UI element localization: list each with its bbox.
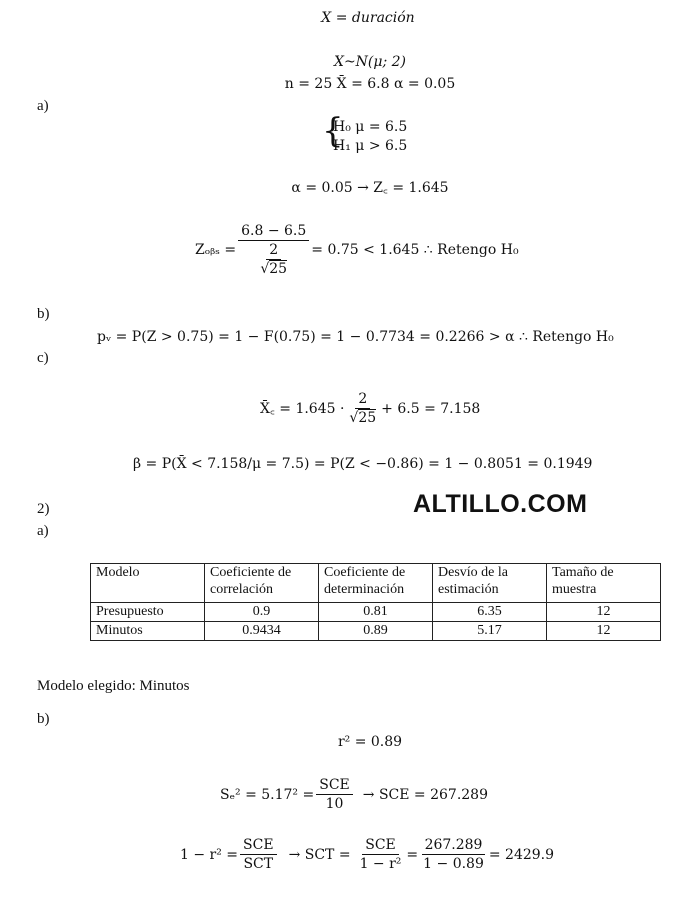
se-rhs: → SCE = 267.289 (362, 786, 488, 803)
header-cell: Coeficiente de correlación (205, 564, 319, 603)
r-squared: r² = 0.89 (337, 734, 403, 750)
sct-formula (180, 836, 554, 873)
beta-formula: β = P(X̄ < 7.158/μ = 7.5) = P(Z < −0.86) = 1 − 0.8051 = 0.1949 (133, 456, 593, 472)
null-hypothesis: H₀ μ = 6.5 (333, 119, 408, 135)
sct-num-1: SCE (240, 836, 277, 855)
zobs-numerator: 6.8 − 6.5 (238, 222, 309, 241)
se-numerator: SCE (316, 776, 353, 795)
alt-hypothesis: H₁ μ > 6.5 (333, 138, 408, 154)
zobs-lhs: Zₒᵦₛ = (195, 242, 237, 258)
table-cell: 12 (547, 603, 661, 622)
label-2b: b) (37, 711, 50, 727)
label-b: b) (37, 306, 50, 322)
zobs-fraction (238, 222, 309, 278)
header-cell: Modelo (91, 564, 205, 603)
sct-den-1: SCT (243, 856, 274, 872)
table-cell: 12 (547, 622, 661, 641)
sct-fraction-3 (420, 836, 487, 873)
label-c: c) (37, 350, 49, 366)
distribution: X~N(μ; 2) (333, 54, 407, 70)
header-cell: Coeficiente de determinación (319, 564, 433, 603)
zobs-rhs: = 0.75 < 1.645 ∴ Retengo H₀ (311, 242, 519, 258)
z-observed-formula (195, 222, 519, 278)
xc-denominator: 25 (358, 410, 377, 426)
sce-formula (220, 776, 488, 813)
table-cell: Presupuesto (91, 603, 205, 622)
se-lhs: Sₑ² = 5.17² = (220, 786, 315, 803)
critical-value: α = 0.05 → Z꜀ = 1.645 (291, 180, 449, 196)
sct-fraction-2 (357, 836, 405, 873)
table-row (91, 603, 661, 622)
sct-den-3: 1 − 0.89 (423, 856, 484, 872)
xc-fraction: $\frac{2}{√25}$ (349, 391, 377, 426)
table-cell: Minutos (91, 622, 205, 641)
label-2a: a) (37, 523, 49, 539)
sct-den-2: 1 − r² (359, 856, 402, 872)
table-header (91, 564, 661, 603)
sct-num-3: 267.289 (422, 836, 486, 855)
sct-mid: → SCT = (288, 846, 351, 863)
table-cell: 5.17 (433, 622, 547, 641)
table-cell: 0.81 (319, 603, 433, 622)
sct-num-2: SCE (362, 836, 399, 855)
altillo-watermark: ALTILLO.COM (413, 490, 588, 518)
xc-lhs: X̄꜀ = 1.645 · (260, 400, 345, 417)
se-fraction (316, 776, 353, 813)
zobs-denominator: $\frac{2}{√25}$ (260, 242, 288, 277)
header-cell: Tamaño de muestra (547, 564, 661, 603)
label-a: a) (37, 98, 49, 114)
header-cell: Desvío de la estimación (433, 564, 547, 603)
zobs-den-den: 25 (269, 261, 288, 277)
se-denominator: 10 (325, 796, 344, 812)
model-comparison-table (90, 563, 661, 641)
table-row (91, 622, 661, 641)
xc-numerator: 2 (355, 390, 370, 409)
critical-mean-formula (260, 390, 480, 427)
brace: { (322, 111, 344, 151)
label-2: 2) (37, 501, 50, 517)
sct-lhs: 1 − r² = (180, 846, 239, 863)
table-cell: 0.9 (205, 603, 319, 622)
table-cell: 6.35 (433, 603, 547, 622)
table-cell: 0.9434 (205, 622, 319, 641)
table-cell: 0.89 (319, 622, 433, 641)
sct-fraction-1 (240, 836, 277, 873)
sct-equals: = (406, 846, 419, 863)
sct-rhs: = 2429.9 (488, 846, 555, 863)
sample-parameters: n = 25 X̄ = 6.8 α = 0.05 (284, 76, 456, 92)
chosen-model: Modelo elegido: Minutos (37, 678, 190, 694)
xc-rhs: + 6.5 = 7.158 (381, 400, 481, 417)
p-value-formula: pᵥ = P(Z > 0.75) = 1 − F(0.75) = 1 − 0.7734 = 0.2266 > α ∴ Retengo H₀ (97, 329, 614, 345)
variable-definition: X = duración (321, 10, 415, 26)
zobs-den-num: 2 (266, 241, 281, 260)
